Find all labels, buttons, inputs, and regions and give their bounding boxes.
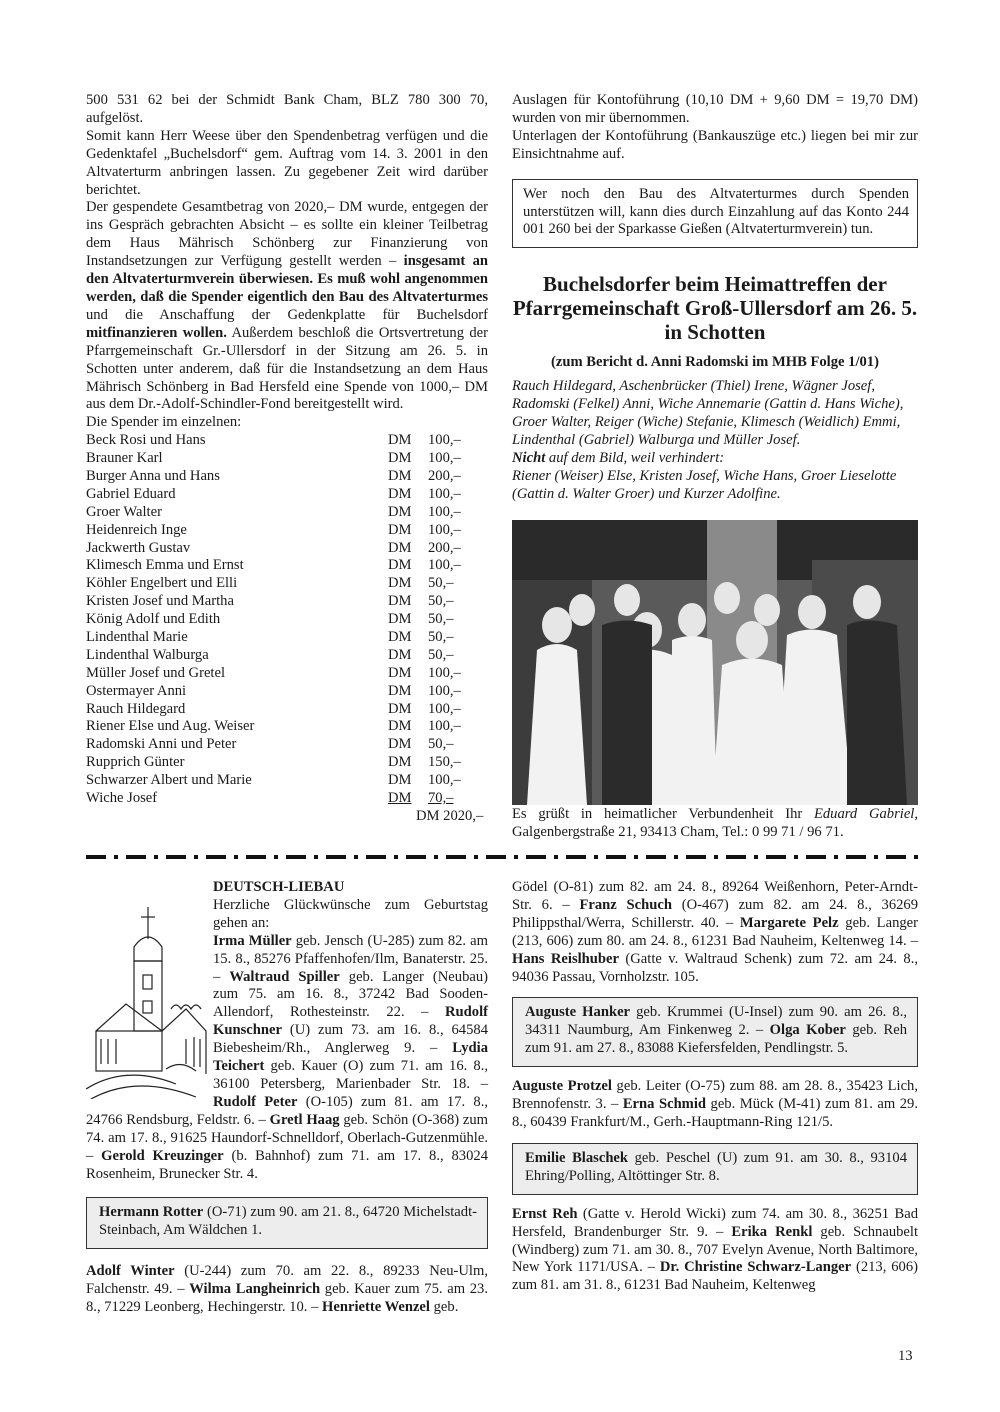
donor-currency: DM [387, 664, 412, 681]
donor-currency: DM [387, 450, 412, 467]
donor-amount: 100,– [427, 557, 461, 574]
birthday-entries: Auguste Protzel geb. Leiter (O-75) zum 88. am 28. 8., 35423 Lich, Brennofenstr. 3. – Erna Schmid geb. Mück (M-41) zum 81. am 29. 8., 60439 Frankfurt/M., Gerh.-Hauptmann-Ring 121/5. [512, 1078, 918, 1130]
birthday-entries: Adolf Winter (U-244) zum 70. am 22. 8., 89233 Neu-Ulm, Falchenstr. 49. – Wilma Langheinrich geb. Kauer zum 75. am 23. 8., 71229 Leonberg, Hechingerstr. 10. – Henriette Wenzel geb. [86, 1263, 488, 1316]
church-illustration [86, 899, 211, 1099]
donor-amount: 100,– [427, 682, 461, 699]
donor-row [86, 701, 488, 719]
donor-name: Rauch Hildegard [86, 700, 186, 717]
donation-info-text: Wer noch den Bau des Altvaterturmes durch Spenden unterstützen will, kann dies durch Einzahlung auf das Konto 244 001 260 bei der Sparkasse Gießen (Altvaterturmverein) tun. [523, 185, 909, 238]
donor-amount: 50,– [427, 593, 454, 610]
right-top-column [512, 92, 918, 504]
donor-currency: DM [387, 468, 412, 484]
highlight-box [512, 997, 918, 1067]
donor-currency: DM [387, 593, 412, 610]
donor-currency: DM [387, 611, 412, 628]
donor-row [86, 665, 488, 683]
donor-name: Lindenthal Walburga [86, 646, 209, 663]
liebau-left-column [86, 879, 488, 1317]
donor-name: Lindenthal Marie [86, 629, 188, 646]
donor-name: König Adolf und Edith [86, 611, 221, 628]
donor-row [86, 790, 488, 808]
page-number: 13 [898, 1348, 913, 1364]
donor-list-intro: Die Spender im einzelnen: [86, 414, 242, 431]
section-divider [86, 855, 920, 859]
photo-names: Rauch Hildegard, Aschenbrücker (Thiel) Irene, Wägner Josef, Radomski (Felkel) Anni, Wiche Annemarie (Gattin d. Hans Wiche), Groer Walter, Reiger (Wiche) Stefanie, Klimesch (Weidlich) Emmi, Lindenthal (Gabriel) Walburga und Müller Josef. [512, 378, 904, 448]
section-intro: Herzliche Glückwünsche zum Geburtstag gehen an: [213, 896, 488, 931]
donor-name: Schwarzer Albert und Marie [86, 772, 252, 789]
paragraph: 500 531 62 bei der Schmidt Bank Cham, BLZ 780 300 70, aufgelöst. [86, 92, 488, 126]
donor-row [86, 468, 488, 486]
donor-row [86, 754, 488, 772]
donor-row [86, 540, 488, 558]
group-photo-image [512, 520, 918, 805]
donor-row [86, 522, 488, 540]
highlight-box [512, 1143, 918, 1195]
group-photo [512, 520, 918, 805]
donor-currency: DM [387, 700, 412, 717]
donor-amount: 100,– [427, 700, 461, 717]
birthday-entries: Ernst Reh (Gatte v. Herold Wicki) zum 74. am 30. 8., 36251 Bad Hersfeld, Brandenburger Str. 9. – Erika Renkl geb. Schnaubelt (Windberg) zum 71. am 30. 8., 707 Evelyn Avenue, North Baltimore, New York 1171/USA. – Dr. Christine Schwarz-Langer (213, 606) zum 81. am 31. 8., 61231 Bad Nauheim, Keltenweg [512, 1205, 919, 1294]
highlight-text: Emilie Blaschek geb. Peschel (U) zum 91. am 30. 8., 93104 Ehring/Polling, Altöttinger Str. 8. [525, 1149, 907, 1184]
paragraph: Der gespendete Gesamtbetrag von 2020,– DM wurde, entgegen der ins Gespräch gebrachten Absicht – es sollte ein kleiner Teilbetrag dem Haus Mährisch Schönberg zur Finanzierung von Instandsetzungen zur Verfügung gestellt werden – insgesamt an den Altvaterturmverein überwiesen. Es muß wohl angenommen werden, daß die Spender eigentlich den Bau des Altvaterturmes und die Anschaffung der Gedenkplatte für Buchelsdorf mitfinanzieren wollen. Außerdem beschloß die Ortsvertretung der Pfarrgemeinschaft Gr.-Ullersdorf in der Sitzung am 26. 5. in Schotten unter anderem, daß für die Instandsetzung an dem Haus Mährisch Schönberg in Bad Hersfeld eine Spende von 1000,– DM aus dem Dr.-Adolf-Schindler-Fond bereitgestellt wird. [86, 199, 489, 413]
greeting [512, 806, 918, 842]
donor-currency: DM [387, 503, 412, 520]
birthday-entries: Gödel (O-81) zum 82. am 24. 8., 89264 Weißenhorn, Peter-Arndt-Str. 6. – Franz Schuch (O-467) zum 82. am 24. 8., 36269 Philippsthal/Werra, Schillerstr. 40. – Margarete Pelz geb. Langer (213, 606) zum 80. am 24. 8., 61231 Bad Nauheim, Keltenweg 14. – Hans Reislhuber (Gatte v. Waltraud Schenk) zum 72. am 24. 8., 94036 Passau, Vornholzstr. 105. [512, 879, 919, 985]
donor-name: Klimesch Emma und Ernst [86, 557, 244, 574]
donor-currency: DM [387, 629, 412, 646]
donor-amount: 50,– [427, 646, 454, 663]
highlight-box [86, 1197, 488, 1249]
article-headline: Buchelsdorfer beim Heimattreffen der Pfarrgemeinschaft Groß-Ullersdorf am 26. 5. in Schotten [512, 272, 918, 345]
donor-currency: DM [387, 754, 412, 771]
donor-name: Kristen Josef und Martha [86, 593, 234, 610]
donor-amount: 50,– [427, 629, 454, 646]
donor-amount: 100,– [427, 521, 461, 538]
birthday-entries: Irma Müller geb. Jensch (U-285) zum 82. am 15. 8., 85276 Pfaffenhofen/Ilm, Banaterstr. 25. – Waltraud Spiller geb. Langer (Neubau) zum 75. am 16. 8., 37242 Bad Sooden-Allendorf, Rothesteinstr. 22. – Rudolf Kunschner (U) zum 73. am 16. 8., 64584 Biebesheim/Rh., Anglerweg 9. – Lydia Teichert geb. Kauer (O) zum 71. am 16. 8., 36100 Petersberg, Marienbader Str. 18. – Rudolf Peter (O-105) zum 81. am 17. 8., 24766 Rendsburg, Feldstr. 6. – Gretl Haag geb. Schön (O-368) zum 74. am 17. 8., 91625 Haundorf-Schnelldorf, Oberlach-Gutzenmühle. – Gerold Kreuzinger (b. Bahnhof) zum 71. am 17. 8., 83024 Rosenheim, Brunecker Str. 4. [86, 932, 489, 1182]
article-subhead: (zum Bericht d. Anni Radomski im MHB Folge 1/01) [551, 354, 879, 371]
donor-name: Köhler Engelbert und Elli [86, 575, 238, 592]
donor-name: Heidenreich Inge [86, 521, 187, 538]
donor-name: Müller Josef und Gretel [86, 664, 226, 681]
section-title: DEUTSCH-LIEBAU [213, 879, 345, 895]
donation-info-box [512, 179, 918, 249]
donor-row [86, 486, 488, 504]
donor-currency: DM [387, 557, 412, 574]
donor-row [86, 593, 488, 611]
donor-name: Beck Rosi und Hans [86, 432, 206, 449]
donor-row [86, 557, 488, 575]
highlight-text: Hermann Rotter (O-71) zum 90. am 21. 8., 64720 Michelstadt-Steinbach, Am Wäldchen 1. [99, 1204, 477, 1239]
donor-name: Ostermayer Anni [86, 682, 187, 699]
donor-amount: 100,– [427, 718, 461, 735]
donor-amount: 100,– [427, 485, 461, 502]
donor-name: Radomski Anni und Peter [86, 736, 237, 753]
highlight-text: Auguste Hanker geb. Krummei (U-Insel) zum 90. am 26. 8., 34311 Naumburg, Am Finkenweg 2. – Olga Kober geb. Reh zum 91. am 27. 8., 83088 Kiefersfelden, Pendlingstr. 5. [525, 1004, 907, 1057]
donor-currency: DM [387, 682, 412, 699]
donor-currency: DM [387, 736, 412, 753]
donor-currency: DM [387, 432, 412, 449]
greeting-text: Es grüßt in heimatlicher Verbundenheit Ihr Eduard Gabriel, Galgenbergstraße 21, 93413 Cham, Tel.: 0 99 71 / 96 71. [512, 806, 918, 840]
paragraph: Unterlagen der Kontoführung (Bankauszüge etc.) liegen bei mir zur Einsichtnahme auf. [512, 127, 918, 162]
donor-name: Wiche Josef [86, 790, 158, 807]
donor-amount: 100,– [427, 772, 461, 789]
donor-amount: 100,– [427, 664, 461, 681]
donor-currency: DM [387, 575, 412, 592]
paragraph: Auslagen für Kontoführung (10,10 DM + 9,60 DM = 19,70 DM) wurden von mir übernommen. [512, 92, 918, 126]
donor-currency: DM [387, 772, 412, 789]
donor-row [86, 736, 488, 754]
donor-currency: DM [387, 485, 412, 502]
donor-row [86, 575, 488, 593]
donor-row [86, 611, 488, 629]
liebau-right-column [512, 879, 918, 1295]
donor-name: Jackwerth Gustav [86, 539, 191, 556]
donor-row [86, 772, 488, 790]
donor-name: Gabriel Eduard [86, 485, 176, 502]
paragraph: Somit kann Herr Weese über den Spendenbetrag verfügen und die Gedenktafel „Buchelsdorf“ gem. Auftrag vom 14. 3. 2001 in den Altvaterturm anbringen lassen. Zu gegebener Zeit wird darüber berichtet. [86, 127, 488, 198]
donor-amount: 200,– [427, 539, 461, 556]
donor-name: Rupprich Günter [86, 754, 185, 771]
donor-currency: DM [387, 521, 412, 538]
donor-currency: DM [387, 539, 412, 556]
left-top-column [86, 92, 488, 826]
donor-amount: 200,– [427, 468, 461, 484]
donor-amount: 50,– [427, 736, 454, 753]
donor-row [86, 629, 488, 647]
donor-currency: DM [387, 646, 412, 663]
donor-row [86, 683, 488, 701]
donor-amount: 100,– [427, 450, 461, 467]
donor-currency: DM [387, 718, 412, 735]
photo-absent-names: Riener (Weiser) Else, Kristen Josef, Wiche Hans, Groer Lieselotte (Gattin d. Walter Groer) und Kurzer Adolfine. [512, 467, 897, 502]
donor-total: DM 2020,– [416, 807, 484, 824]
donor-name: Burger Anna und Hans [86, 468, 220, 484]
donor-amount: 150,– [427, 754, 461, 771]
donor-name: Riener Else und Aug. Weiser [86, 718, 255, 735]
photo-absent-label: Nicht auf dem Bild, weil verhindert: [512, 449, 725, 466]
donor-name: Groer Walter [86, 503, 162, 520]
donor-row [86, 450, 488, 468]
donor-name: Brauner Karl [86, 450, 163, 467]
donor-currency: DM [387, 790, 412, 807]
donor-amount: 100,– [427, 503, 461, 520]
donor-list [86, 432, 488, 808]
donor-amount: 70,– [427, 790, 454, 807]
donor-amount: 50,– [427, 575, 454, 592]
donor-row [86, 647, 488, 665]
donor-row [86, 432, 488, 450]
donor-amount: 50,– [427, 611, 454, 628]
donor-amount: 100,– [427, 432, 461, 449]
donor-row [86, 504, 488, 522]
donor-row [86, 718, 488, 736]
